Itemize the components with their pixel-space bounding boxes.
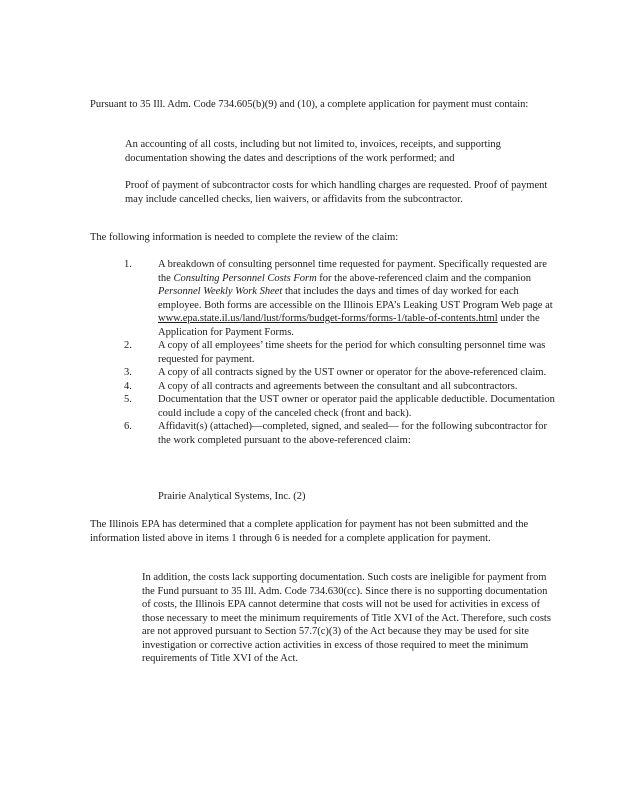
supporting-documentation-paragraph: In addition, the costs lack supporting documentation. Such costs are ineligible for payment from the Fund pursuant to 35 Ill. Adm. Code 734.630(cc). Since there is no supporting documentation of costs, the Illinois EPA cannot determine that costs will not be used for activities in excess of those necessary to meet the minimum requirements of Title XVI of the Act. Therefore, such costs are not approved pursuant to Section 57.7(c)(3) of the Act because they may be used for site investigation or corrective action activities in excess of those required to meet the minimum requirements of Title XVI of the Act. [142, 572, 551, 664]
item-text: A copy of all contracts signed by the UST owner or operator for the above-referenced claim. [158, 367, 547, 378]
item-text: Affidavit(s) (attached)—completed, signed, and sealed— for the following subcontractor for the work completed pursuant to the above-referenced claim: [158, 421, 548, 446]
list-item [115, 258, 555, 339]
consulting-costs-form-title: Consulting Personnel Costs Form [173, 272, 317, 284]
list-item [115, 420, 555, 447]
list-item [115, 380, 555, 394]
list-item [115, 393, 555, 420]
needed-items-list [115, 258, 555, 447]
item-text: Documentation that the UST owner or operator paid the applicable deductible. Documentation could include a copy of the canceled check (front and back). [158, 394, 555, 419]
item-number: 5. [124, 394, 132, 405]
weekly-work-sheet-title: Personnel Weekly Work Sheet [158, 286, 283, 297]
item-number: 1. [124, 259, 132, 270]
list-item [115, 366, 555, 380]
item-number: 2. [124, 340, 132, 351]
needed-info-paragraph: The following information is needed to complete the review of the claim: [90, 232, 399, 243]
item-number: 3. [124, 367, 132, 378]
determination-paragraph: The Illinois EPA has determined that a complete application for payment has not been submitted and the information listed above in items 1 through 6 is needed for a complete application for payment. [90, 519, 529, 544]
requirement-accounting: An accounting of all costs, including but not limited to, invoices, receipts, and supporting documentation showing the dates and descriptions of the work performed; and [125, 139, 501, 164]
forms-url-link[interactable]: www.epa.state.il.us/land/lust/forms/budget-forms/forms-1/table-of-contents.html [158, 313, 498, 324]
item-number: 6. [124, 421, 132, 432]
requirement-proof-of-payment: Proof of payment of subcontractor costs for which handling charges are requested. Proof of payment may include cancelled checks, lien waivers, or affidavits from the subcontractor. [125, 180, 548, 205]
intro-paragraph: Pursuant to 35 Ill. Adm. Code 734.605(b)(9) and (10), a complete application for payment must contain: [90, 99, 529, 110]
item-text: A copy of all contracts and agreements between the consultant and all subcontractors. [158, 380, 518, 392]
subcontractor-name: Prairie Analytical Systems, Inc. (2) [158, 491, 306, 502]
list-item [115, 339, 555, 366]
item-text: A copy of all employees’ time sheets for the period for which consulting personnel time was requested for payment. [158, 340, 546, 365]
item-number: 4. [124, 380, 132, 392]
item-text: A breakdown of consulting personnel time requested for payment. Specifically requested are the Consulting Personnel Costs Form for the above-referenced claim and the companion Personnel Weekly Work Sheet that includes the days and times of day worked for each employee. Both forms are accessible on the Illinois EPA’s Leaking UST Program Web page at www.epa.state.il.us/land/lust/forms/budget-forms/forms-1/table-of-contents.html under the Application for Payment Forms. [158, 259, 553, 338]
